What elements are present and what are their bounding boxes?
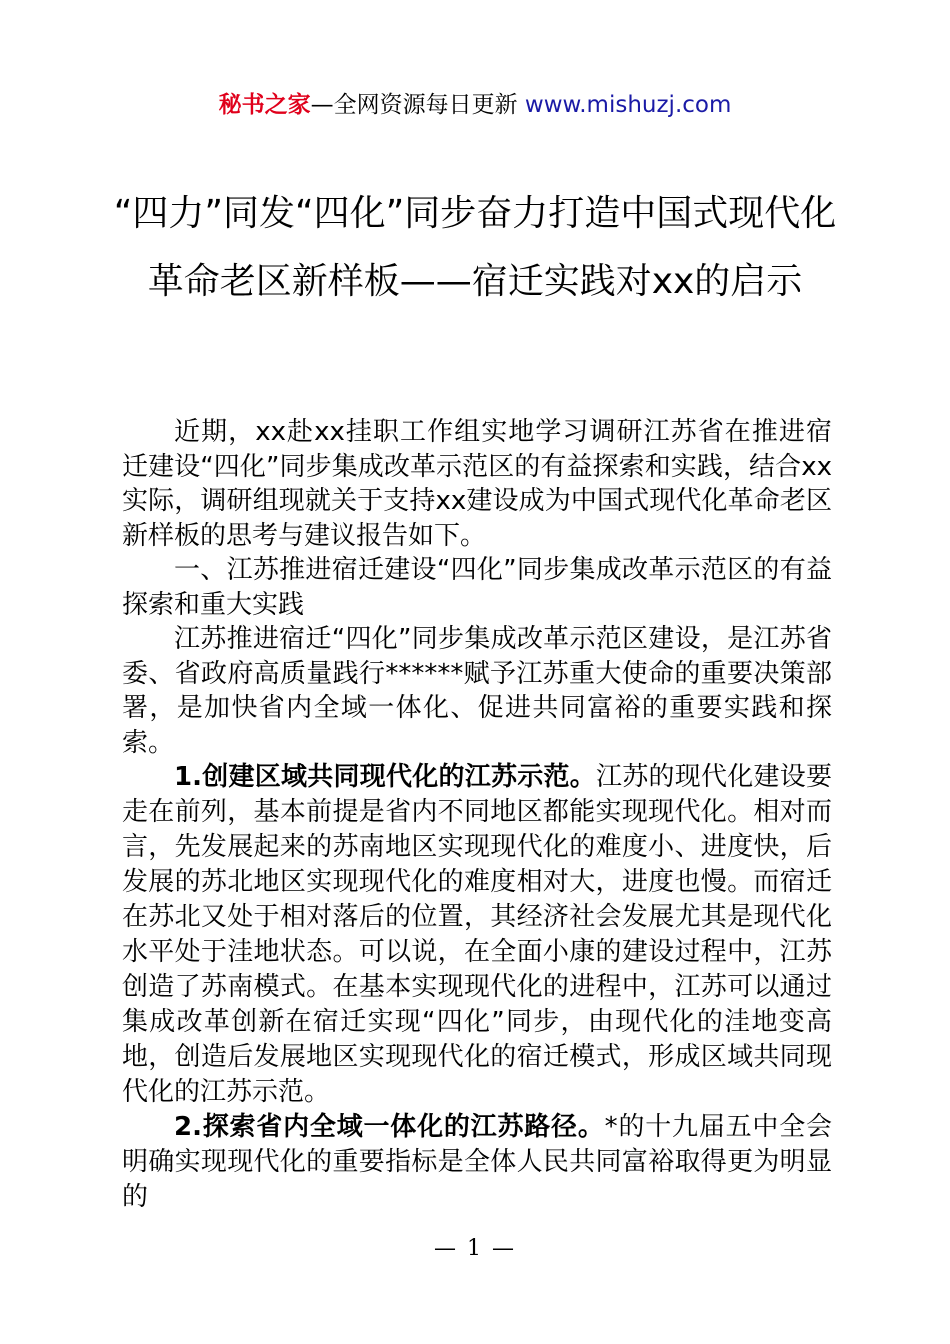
subsection-2-paragraph: [122, 1110, 832, 1215]
site-url-link[interactable]: www.mishuzj.com: [524, 92, 732, 118]
intro-paragraph: 近期，xx赴xx挂职工作组实地学习调研江苏省在推进宿迁建设“四化”同步集成改革示范区的有益探索和实践，结合xx实际，调研组现就关于支持xx建设成为中国式现代化革命老区新样板的思考与建议报告如下。: [122, 417, 832, 551]
document-title: “四力”同发“四化”同步奋力打造中国式现代化革命老区新样板——宿迁实践对xx的启示: [113, 193, 837, 302]
section-paragraph: 江苏推进宿迁“四化”同步集成改革示范区建设，是江苏省委、省政府高质量践行******赋予江苏重大使命的重要决策部署，是加快省内全域一体化、促进共同富裕的重要实践和探索。: [122, 624, 832, 758]
section-heading-1: 一、江苏推进宿迁建设“四化”同步集成改革示范区的有益探索和重大实践: [122, 555, 832, 620]
header-tagline: —全网资源每日更新: [310, 92, 525, 118]
document-body: [122, 415, 832, 1215]
subsection-2-heading: 2.探索省内全域一体化的江苏路径。: [174, 1112, 605, 1142]
page-number: — 1 —: [434, 1236, 516, 1261]
site-header: [0, 90, 950, 120]
subsection-1-text: 江苏的现代化建设要走在前列，基本前提是省内不同地区都能实现现代化。相对而言，先发展起来的苏南地区实现现代化的难度小、进度快，后发展的苏北地区实现现代化的难度相对大，进度也慢。而宿迁在苏北又处于相对落后的位置，其经济社会发展尤其是现代化水平处于洼地状态。可以说，在全面小康的建设过程中，江苏创造了苏南模式。在基本实现现代化的进程中，江苏可以通过集成改革创新在宿迁实现“四化”同步，由现代化的洼地变高地，创造后发展地区实现现代化的宿迁模式，形成区域共同现代化的江苏示范。: [122, 762, 832, 1107]
subsection-1-paragraph: [122, 760, 832, 1110]
subsection-1-heading: 1.创建区域共同现代化的江苏示范。: [174, 762, 596, 792]
subsection-2-text: *的十九届五中全会明确实现现代化的重要指标是全体人民共同富裕取得更为明显的: [122, 1112, 832, 1212]
brand-name: 秘书之家: [218, 92, 311, 118]
